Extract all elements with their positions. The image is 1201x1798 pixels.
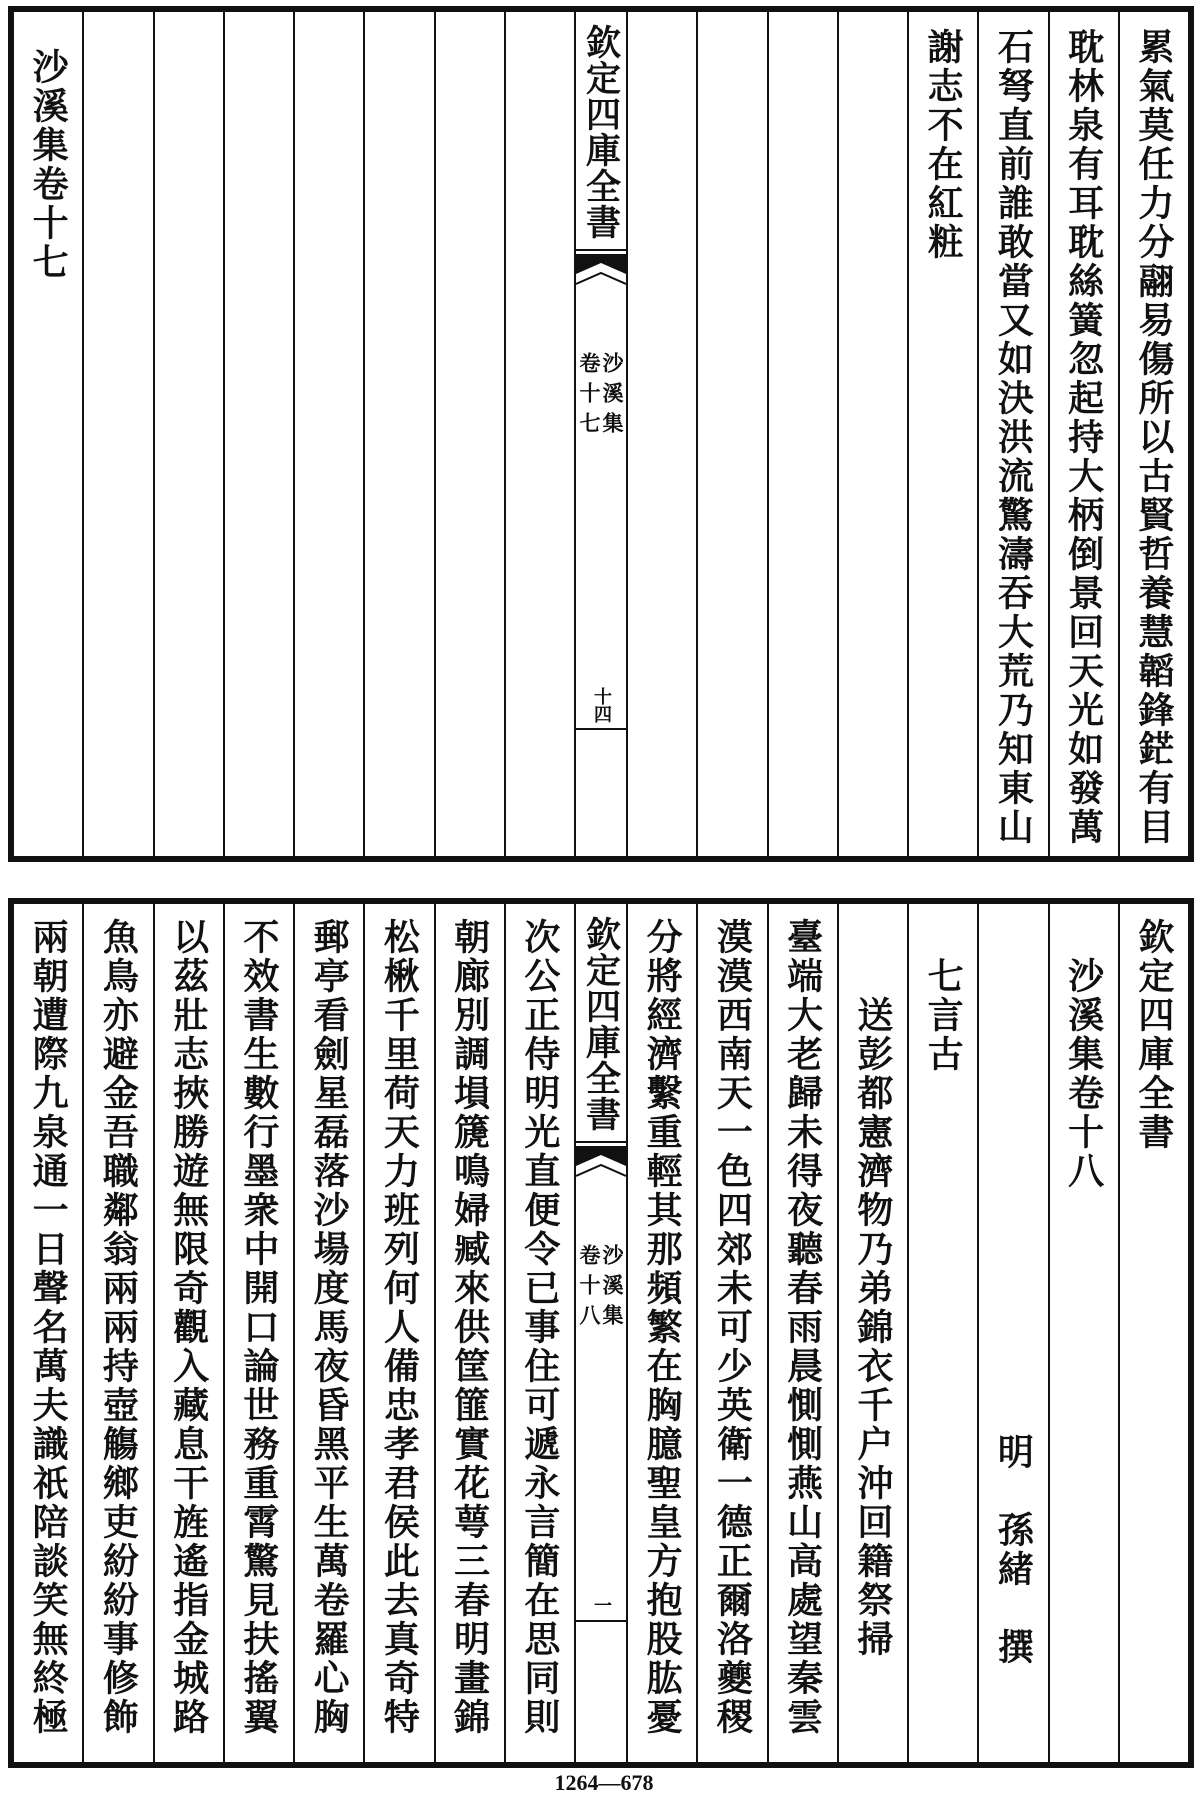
text-column xyxy=(82,904,152,1762)
center-fold-column xyxy=(574,12,626,856)
genre-heading: 七言古 xyxy=(922,957,965,1074)
juan-title: 沙溪集卷十八 xyxy=(1062,957,1105,1191)
blank-column xyxy=(223,12,293,856)
series-title: 欽定四庫全書 xyxy=(580,916,622,1132)
genre-column xyxy=(907,904,977,1762)
text-column xyxy=(293,904,363,1762)
text-column xyxy=(153,904,223,1762)
rule-line xyxy=(576,249,626,251)
page-number: 1264—678 xyxy=(554,1770,654,1795)
text-column xyxy=(977,12,1047,856)
poem-line: 魚鳥亦避金吾職鄰翁兩兩持壺觴鄉吏紛紛事修飾 xyxy=(97,918,140,1737)
text-column xyxy=(504,904,574,1762)
text-column xyxy=(363,904,433,1762)
text-column xyxy=(696,904,766,1762)
leaf-number: 一 xyxy=(591,1596,612,1614)
center-fold-column xyxy=(574,904,626,1762)
upper-half-page xyxy=(8,6,1194,862)
juan-number: 卷十七 xyxy=(577,352,602,442)
lower-half-page xyxy=(8,898,1194,1768)
fishtail-mark xyxy=(576,254,626,288)
book-title: 沙溪集 xyxy=(600,352,625,442)
blank-column xyxy=(837,12,907,856)
poem-line: 兩朝遭際九泉通一日聲名萬夫識祇陪談笑無終極 xyxy=(27,918,70,1737)
juan-end-title: 沙溪集卷十七 xyxy=(27,48,70,282)
series-title: 欽定四庫全書 xyxy=(580,24,622,240)
text-line: 石弩直前誰敢當又如決洪流驚濤吞大荒乃知東山 xyxy=(992,28,1035,847)
text-column xyxy=(626,904,696,1762)
text-column xyxy=(223,904,293,1762)
poem-line: 臺端大老歸未得夜聽春雨晨惻惻燕山高處望秦雲 xyxy=(781,918,824,1737)
blank-column xyxy=(153,12,223,856)
poem-line: 松楸千里荷天力班列何人備忠孝君侯此去真奇特 xyxy=(378,918,421,1737)
author-column xyxy=(977,904,1047,1762)
poem-line: 不效書生數行墨衆中開口論世務重霄驚見扶搖翼 xyxy=(237,918,280,1737)
blank-column xyxy=(696,12,766,856)
poem-line: 朝廊別調塤篪鳴婦臧來供筐篚實花萼三春明畫錦 xyxy=(448,918,491,1737)
juan-title-column xyxy=(1048,904,1118,1762)
poem-title: 送彭都憲濟物乃弟錦衣千户沖回籍祭掃 xyxy=(851,996,894,1659)
rule-line xyxy=(576,1620,626,1622)
juan-number: 卷十八 xyxy=(577,1244,602,1334)
text-column xyxy=(1118,12,1188,856)
fishtail-mark xyxy=(576,1146,626,1180)
end-title-column xyxy=(14,12,82,856)
text-column xyxy=(1048,12,1118,856)
blank-column xyxy=(626,12,696,856)
collection-title: 欽定四庫全書 xyxy=(1132,918,1175,1152)
text-column xyxy=(14,904,82,1762)
book-title: 沙溪集 xyxy=(600,1244,625,1334)
poem-line: 次公正侍明光直便令已事住可遞永言簡在思同則 xyxy=(518,918,561,1737)
text-column xyxy=(434,904,504,1762)
author-name: 孫緒 xyxy=(992,1511,1035,1589)
poem-line: 漠漠西南天一色四郊未可少英衛一德正爾洛夔稷 xyxy=(711,918,754,1737)
poem-line: 郵亭看劍星磊落沙場度馬夜昏黑平生萬卷羅心胸 xyxy=(308,918,351,1737)
leaf-number: 十四 xyxy=(591,687,612,723)
text-column xyxy=(767,904,837,1762)
text-line: 耽林泉有耳耽絲簧忽起持大柄倒景回天光如發萬 xyxy=(1062,28,1105,847)
rule-line xyxy=(576,1141,626,1143)
rule-line xyxy=(576,728,626,730)
poem-line: 以茲壯志挾勝遊無限奇觀入藏息干旌遙指金城路 xyxy=(167,918,210,1737)
text-column xyxy=(907,12,977,856)
blank-column xyxy=(82,12,152,856)
blank-column xyxy=(767,12,837,856)
series-title-column xyxy=(1118,904,1188,1762)
blank-column xyxy=(504,12,574,856)
text-line: 累氣莫任力分翮易傷所以古賢哲養慧韜鋒鋩有目 xyxy=(1132,28,1175,847)
author-role: 撰 xyxy=(992,1628,1035,1667)
blank-column xyxy=(363,12,433,856)
blank-column xyxy=(293,12,363,856)
author-dynasty: 明 xyxy=(992,1433,1035,1472)
poem-line: 分將經濟繫重輕其那頻繁在胸臆聖皇方抱股肱憂 xyxy=(641,918,684,1737)
poem-title-column xyxy=(837,904,907,1762)
text-line: 謝志不在紅粧 xyxy=(922,28,965,262)
blank-column xyxy=(434,12,504,856)
